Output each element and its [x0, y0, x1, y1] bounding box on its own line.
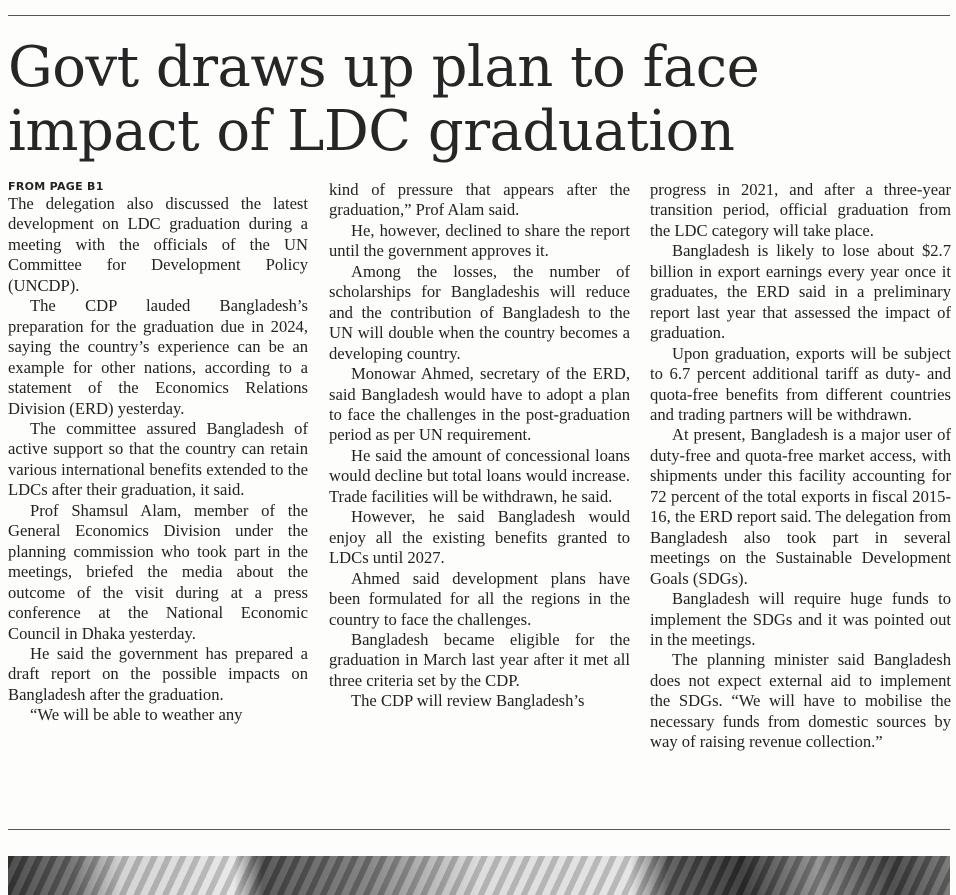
paragraph: Among the losses, the number of scholarships for Bangladeshis will reduce and the contribution of Bangladesh to the UN will double when the country becomes a developing country.	[329, 261, 630, 363]
article-column-1	[8, 180, 308, 810]
paragraph: Bangladesh became eligible for the graduation in March last year after it met all three criteria set by the CDP.	[329, 629, 630, 690]
paragraph: Upon graduation, exports will be subject to 6.7 percent additional tariff as duty- and quota-free benefits from different countries and trading partners will be withdrawn.	[650, 343, 951, 424]
paragraph: Ahmed said development plans have been formulated for all the regions in the country to face the challenges.	[329, 568, 630, 629]
continuation-kicker: FROM PAGE B1	[8, 180, 104, 193]
paragraph: The planning minister said Bangladesh does not expect external aid to implement the SDGs. “We will have to mobilise the necessary funds from domestic sources by way of raising revenue collection.”	[650, 650, 951, 752]
paragraph: “We will be able to weather any	[30, 705, 243, 725]
paragraph: At present, Bangladesh is a major user of duty-free and quota-free market access, with shipments under this facility accounting for 72 percent of the total exports in fiscal 2015-16, the ERD report said. The delegation from Bangladesh also took part in several meetings on the Sustainable Development Goals (SDGs).	[650, 425, 951, 588]
paragraph: Bangladesh is likely to lose about $2.7 billion in export earnings every year once it graduates, the ERD said in a preliminary report last year that assessed the impact of graduation.	[650, 241, 951, 343]
paragraph: Prof Shamsul Alam, member of the General Economics Division under the planning commission who took part in the meetings, briefed the media about the outcome of the visit during at a press conference at the National Economic Council in Dhaka yesterday.	[8, 500, 308, 643]
paragraph: He, however, declined to share the report until the government approves it.	[329, 220, 630, 261]
paragraph: progress in 2021, and after a three-year transition period, official graduation from the LDC category will take place.	[650, 180, 951, 240]
paragraph: The CDP will review Bangladesh’s	[351, 691, 585, 711]
paragraph: He said the amount of concessional loans would decline but total loans would increase. Trade facilities will be withdrawn, he said.	[329, 445, 630, 506]
headline: Govt draws up plan to face impact of LDC graduation	[8, 35, 760, 164]
article-column-2	[329, 180, 630, 810]
paragraph: The committee assured Bangladesh of active support so that the country can retain various international benefits extended to the LDCs after their graduation, it said.	[8, 418, 308, 500]
bottom-rule	[8, 829, 950, 830]
paragraph: However, he said Bangladesh would enjoy all the existing benefits granted to LDCs until 2027.	[329, 507, 630, 568]
paragraph: The CDP lauded Bangladesh’s preparation for the graduation due in 2024, saying the country’s experience can be an example for other nations, according to a statement of the Economics Relations Division (ERD) yesterday.	[8, 296, 308, 418]
paragraph: He said the government has prepared a draft report on the possible impacts on Bangladesh after the graduation.	[8, 643, 308, 704]
paragraph: kind of pressure that appears after the graduation,” Prof Alam said.	[329, 180, 630, 220]
paragraph: Bangladesh will require huge funds to implement the SDGs and it was pointed out in the meetings.	[650, 589, 951, 649]
photo-strip	[8, 856, 950, 895]
paragraph: The delegation also discussed the latest development on LDC graduation during a meeting with the officials of the UN Committee for Development Policy (UNCDP).	[8, 194, 308, 295]
article-column-3	[650, 180, 951, 810]
paragraph: Monowar Ahmed, secretary of the ERD, said Bangladesh would have to adopt a plan to face the challenges in the post-graduation period as per UN requirement.	[329, 364, 630, 445]
top-rule	[8, 15, 950, 16]
